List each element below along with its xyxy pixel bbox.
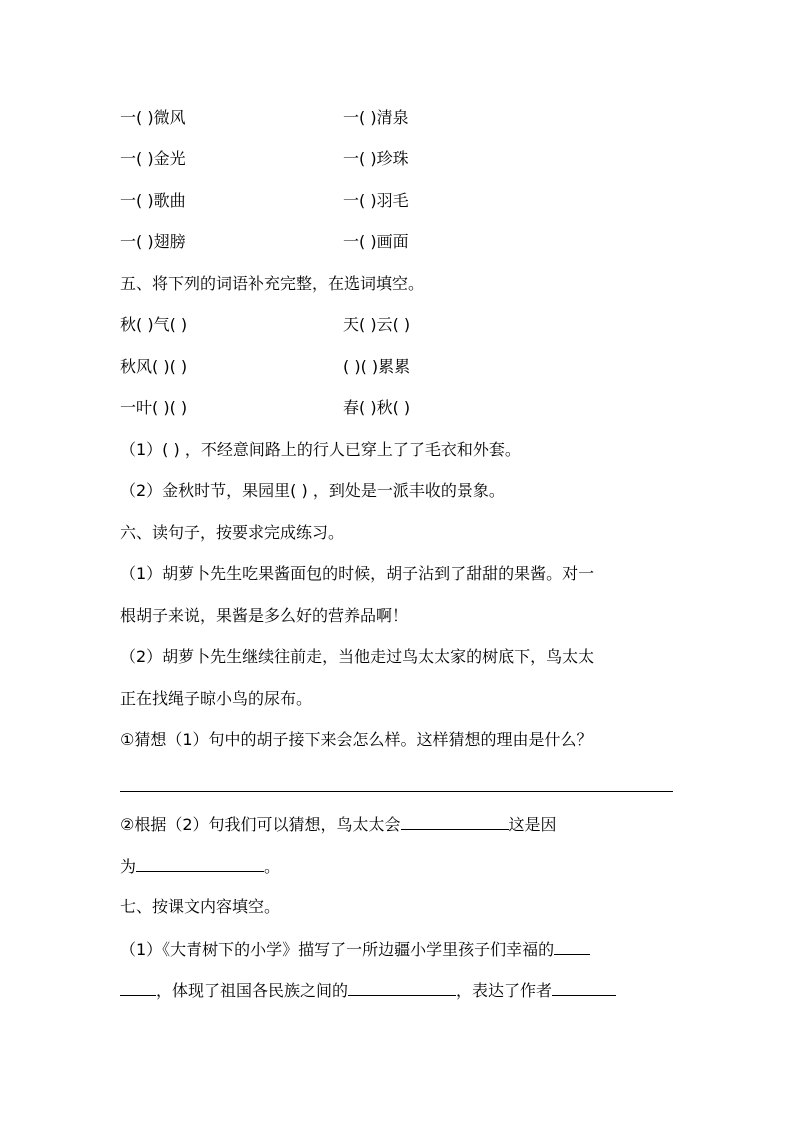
passage-2-line-2: 正在找绳子晾小鸟的尿布。 <box>120 689 313 708</box>
question-2-text-cont: 这是因 <box>508 815 557 834</box>
idiom-qiufeng[interactable]: 秋风( )( ) <box>120 357 188 376</box>
passage-2-line-1: （2）胡萝卜先生继续往前走，当他走过鸟太太家的树底下，鸟太太 <box>120 647 595 666</box>
fill-in-gequ[interactable]: 一( )歌曲 <box>120 191 186 210</box>
answer-line-1[interactable] <box>120 791 673 792</box>
passage-1-line-2: 根胡子来说，果酱是多么好的营养品啊！ <box>120 606 409 625</box>
fill-sentence-1[interactable]: （1）( ) ，不经意间路上的行人已穿上了了毛衣和外套。 <box>120 440 521 459</box>
fill-in-zhenzhu[interactable]: 一( )珍珠 <box>343 149 409 168</box>
fill-in-chibang[interactable]: 一( )翅膀 <box>120 232 186 251</box>
question-2-period: 。 <box>264 857 281 876</box>
section-7-q1-line-1 <box>120 937 590 961</box>
section-7-q1-text: （1）《大青树下的小学》描写了一所边疆小学里孩子们幸福的 <box>120 940 555 959</box>
idiom-yiye[interactable]: 一叶( )( ) <box>120 398 188 417</box>
fill-in-yumao[interactable]: 一( )羽毛 <box>343 191 409 210</box>
fill-in-weifeng[interactable]: 一( )微风 <box>120 108 186 127</box>
section-7-title: 七、按课文内容填空。 <box>120 897 281 916</box>
section-7-q1-line-2 <box>120 978 616 1002</box>
fill-in-qingquan[interactable]: 一( )清泉 <box>343 108 409 127</box>
question-2-wei: 为 <box>120 857 137 876</box>
section-5-title: 五、将下列的词语补充完整，在选词填空。 <box>120 274 425 293</box>
passage-1-line-1: （1）胡萝卜先生吃果酱面包的时候，胡子沾到了甜甜的果酱。对一 <box>120 564 595 583</box>
question-1: ①猜想（1）句中的胡子接下来会怎么样。这样猜想的理由是什么？ <box>120 730 593 749</box>
section-7-q1-text-2: ，体现了祖国各民族之间的 <box>156 981 349 1000</box>
fill-sentence-2[interactable]: （2）金秋时节，果园里( ) ，到处是一派丰收的景象。 <box>120 481 505 500</box>
answer-blank-minzu[interactable] <box>348 978 456 996</box>
answer-blank-zuozhe[interactable] <box>552 978 616 996</box>
section-7-q1-text-3: ，表达了作者 <box>456 981 553 1000</box>
question-2-line-1 <box>120 812 557 836</box>
answer-blank-niao-taitai[interactable] <box>401 812 509 830</box>
answer-blank-reason[interactable] <box>136 854 264 872</box>
question-2-text: ②根据（2）句我们可以猜想，鸟太太会 <box>120 815 401 834</box>
idiom-chun-qiu[interactable]: 春( )秋( ) <box>343 398 411 417</box>
idiom-tian-yun[interactable]: 天( )云( ) <box>343 315 411 334</box>
idiom-qiu-qi[interactable]: 秋( )气( ) <box>120 315 188 334</box>
fill-in-jinguang[interactable]: 一( )金光 <box>120 149 186 168</box>
idiom-leilei[interactable]: ( )( )累累 <box>343 357 411 376</box>
fill-in-huamian[interactable]: 一( )画面 <box>343 232 409 251</box>
answer-blank-xingfu-start[interactable] <box>554 937 590 955</box>
question-2-line-2 <box>120 854 280 878</box>
answer-blank-xingfu-end[interactable] <box>120 978 156 996</box>
section-6-title: 六、读句子，按要求完成练习。 <box>120 523 345 542</box>
